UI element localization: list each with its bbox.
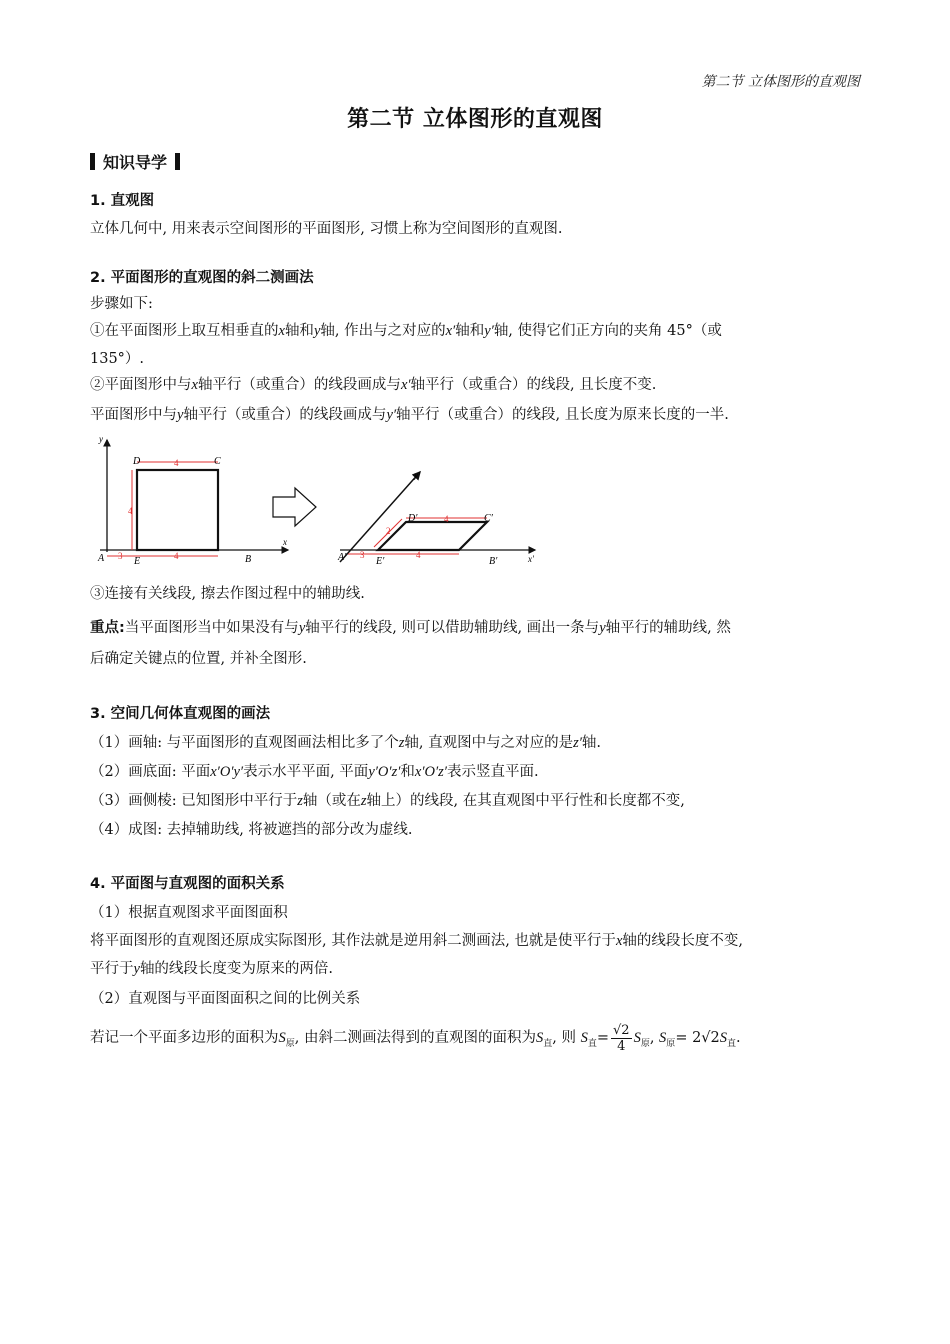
s3-item-1: （1）画轴: 与平面图形的直观图画法相比多了个z轴, 直观图中与之对应的是z′轴. [90, 735, 602, 751]
label-Dp: D′ [408, 513, 418, 524]
running-header: 第二节 立体图形的直观图 [701, 74, 860, 90]
s3-item-4: （4）成图: 去掉辅助线, 将被遮挡的部分改为虚线. [90, 822, 413, 838]
len-top: 4 [174, 458, 179, 468]
section-1-heading: 1. 直观图 [90, 193, 155, 209]
transform-arrow-icon [273, 488, 316, 526]
label-Ap: A′ [338, 552, 347, 563]
area-relation: 若记一个平面多边形的面积为$S_原$, 由斜二测画法得到的直观图的面积为$S_直$, 则 $S_直=$ $\frac{√2}{4}$ $S_原$, $S_原= 2√2S_直$. [90, 1022, 741, 1054]
section-1-text: 立体几何中, 用来表示空间图形的平面图形, 习惯上称为空间图形的直观图. [90, 221, 563, 237]
label-x: x [283, 537, 287, 547]
len-eb: 4 [174, 551, 179, 561]
step-1: ①在平面图形上取互相垂直的x轴和y轴, 作出与之对应的x′轴和y′轴, 使得它们正方向的夹角 45°（或 135°）. [90, 323, 722, 367]
label-Bp: B′ [489, 556, 498, 567]
fraction-sqrt2-over-4: $\frac{√2}{4}$ [613, 1022, 630, 1054]
key-point: 重点:当平面图形当中如果没有与y轴平行的线段, 则可以借助辅助线, 画出一条与y轴平行的辅助线, 然 后确定关键点的位置, 并补全图形. [90, 620, 731, 667]
label-A: A [98, 553, 105, 564]
steps-intro: 步骤如下: [90, 296, 153, 312]
original-figure [97, 434, 288, 567]
label-E: E [134, 556, 141, 567]
step-2: ②平面图形中与x轴平行（或重合）的线段画成与x′轴平行（或重合）的线段, 且长度不变. [90, 377, 657, 393]
s3-item-2: （2）画底面: 平面x′O′y′表示水平平面, 平面y′O′z′和x′O′z′表示竖直平面. [90, 764, 539, 780]
len-ae-p: 3 [360, 550, 365, 560]
label-D: D [133, 456, 141, 467]
page-title: 第二节 立体图形的直观图 [347, 107, 603, 132]
step-2-continued: 平面图形中与y轴平行（或重合）的线段画成与y′轴平行（或重合）的线段, 且长度为原来长度的一半. [90, 407, 729, 423]
banner-bar-left [90, 153, 95, 170]
oblique-drawing-figure [90, 432, 550, 572]
len-side: 4 [128, 506, 133, 516]
len-top-p: 4 [444, 514, 449, 524]
s4-sub-2: （2）直观图与平面图面积之间的比例关系 [90, 991, 361, 1007]
banner-label: 知识导学 [103, 153, 168, 172]
label-yp: y′ [414, 470, 420, 480]
step-3: ③连接有关线段, 擦去作图过程中的辅助线. [90, 586, 365, 602]
s3-item-3: （3）画侧棱: 已知图形中平行于z轴（或在z轴上）的线段, 在其直观图中平行性和长度都不变, [90, 793, 685, 809]
section-banner [90, 150, 180, 173]
label-y: y [99, 434, 103, 444]
s4-paragraph-1: 将平面图形的直观图还原成实际图形, 其作法就是逆用斜二测画法, 也就是使平行于x轴的线段长度不变, 平行于y轴的线段长度变为原来的两倍. [90, 933, 743, 977]
label-C: C [214, 456, 221, 467]
banner-bar-right [175, 153, 180, 170]
square-edcb [137, 470, 218, 550]
label-Ep: E′ [376, 556, 385, 567]
len-ae: 3 [118, 551, 123, 561]
section-4-heading: 4. 平面图与直观图的面积关系 [90, 876, 285, 892]
section-3-heading: 3. 空间几何体直观图的画法 [90, 706, 271, 722]
len-side-p: 2 [386, 526, 391, 536]
section-2-heading: 2. 平面图形的直观图的斜二测画法 [90, 270, 314, 286]
label-B: B [245, 554, 252, 565]
oblique-figure [337, 470, 535, 567]
s4-sub-1: （1）根据直观图求平面图面积 [90, 905, 288, 921]
label-xp: x′ [528, 554, 534, 564]
label-Cp: C′ [484, 513, 493, 524]
len-eb-p: 4 [416, 550, 421, 560]
